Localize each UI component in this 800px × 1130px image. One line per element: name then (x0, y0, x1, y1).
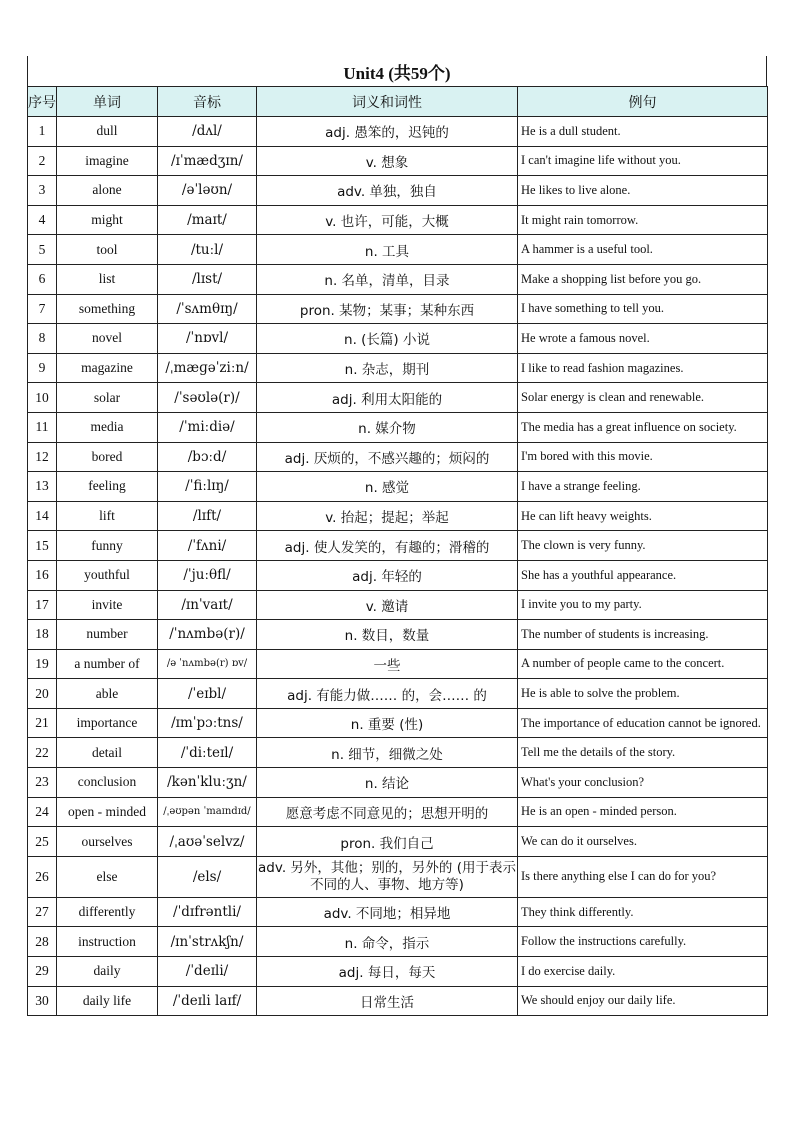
header-no: 序号 (28, 87, 57, 117)
example-cell: I invite you to my party. (518, 590, 768, 620)
meaning-cell: adj. 有能力做…… 的，会…… 的 (257, 679, 518, 709)
phonetic-cell: /ɪmˈpɔːtns/ (158, 708, 257, 738)
table-row (28, 264, 768, 294)
row-number: 25 (28, 827, 57, 857)
word-cell: conclusion (57, 768, 158, 798)
meaning-cell: adj. 厌烦的，不感兴趣的；烦闷的 (257, 442, 518, 472)
row-number: 19 (28, 649, 57, 679)
example-cell: I'm bored with this movie. (518, 442, 768, 472)
example-cell: The number of students is increasing. (518, 620, 768, 650)
word-cell: list (57, 264, 158, 294)
table-row (28, 827, 768, 857)
word-cell: dull (57, 117, 158, 147)
meaning-cell: n. 媒介物 (257, 412, 518, 442)
phonetic-cell: /ɪnˈvaɪt/ (158, 590, 257, 620)
table-row (28, 957, 768, 987)
row-number: 23 (28, 768, 57, 798)
phonetic-cell: /ˈmiːdiə/ (158, 412, 257, 442)
example-cell: She has a youthful appearance. (518, 560, 768, 590)
phonetic-cell: /ˌaʊəˈselvz/ (158, 827, 257, 857)
meaning-cell: v. 想象 (257, 146, 518, 176)
table-row (28, 235, 768, 265)
row-number: 17 (28, 590, 57, 620)
word-cell: daily (57, 957, 158, 987)
example-cell: They think differently. (518, 897, 768, 927)
word-cell: detail (57, 738, 158, 768)
word-cell: lift (57, 501, 158, 531)
example-cell: Tell me the details of the story. (518, 738, 768, 768)
example-cell: We can do it ourselves. (518, 827, 768, 857)
word-cell: alone (57, 176, 158, 206)
phonetic-cell: /əˈləʊn/ (158, 176, 257, 206)
word-cell: solar (57, 383, 158, 413)
example-cell: A hammer is a useful tool. (518, 235, 768, 265)
example-cell: I have a strange feeling. (518, 472, 768, 502)
word-cell: might (57, 205, 158, 235)
table-row (28, 560, 768, 590)
word-cell: imagine (57, 146, 158, 176)
example-text: The importance of education cannot be ignored. (521, 716, 761, 730)
example-cell: The media has a great influence on society. (518, 412, 768, 442)
table-row (28, 383, 768, 413)
phonetic-cell: /ˈfiːlɪŋ/ (158, 472, 257, 502)
meaning-cell: n. 结论 (257, 768, 518, 798)
phonetic-cell: /ˈdeɪli/ (158, 957, 257, 987)
table-row (28, 412, 768, 442)
example-cell: What's your conclusion? (518, 768, 768, 798)
table-row (28, 986, 768, 1016)
table-row (28, 117, 768, 147)
example-cell: He can lift heavy weights. (518, 501, 768, 531)
meaning-cell: 一些 (257, 649, 518, 679)
example-cell: A number of people came to the concert. (518, 649, 768, 679)
phonetic-cell: /ˈsʌmθɪŋ/ (158, 294, 257, 324)
phonetic-cell: /tuːl/ (158, 235, 257, 265)
phonetic-cell: /els/ (158, 856, 257, 897)
table-row (28, 472, 768, 502)
row-number: 20 (28, 679, 57, 709)
word-cell: funny (57, 531, 158, 561)
table-row (28, 353, 768, 383)
word-cell: ourselves (57, 827, 158, 857)
table-row (28, 324, 768, 354)
header-word: 单词 (57, 87, 158, 117)
word-cell: instruction (57, 927, 158, 957)
example-cell: He is an open - minded person. (518, 797, 768, 827)
meaning-cell: adv. 不同地；相异地 (257, 897, 518, 927)
example-cell: I have something to tell you. (518, 294, 768, 324)
row-number: 26 (28, 856, 57, 897)
phonetic-cell: /ˈnɒvl/ (158, 324, 257, 354)
word-cell: novel (57, 324, 158, 354)
example-cell (518, 708, 768, 738)
table-row (28, 590, 768, 620)
phonetic-cell: /ˌmæɡəˈziːn/ (158, 353, 257, 383)
row-number: 7 (28, 294, 57, 324)
meaning-cell: adj. 利用太阳能的 (257, 383, 518, 413)
phonetic-cell: /ˈnʌmbə(r)/ (158, 620, 257, 650)
header-row (28, 87, 768, 117)
row-number: 18 (28, 620, 57, 650)
word-cell: else (57, 856, 158, 897)
example-cell: I can't imagine life without you. (518, 146, 768, 176)
word-cell: a number of (57, 649, 158, 679)
meaning-cell: n. 杂志，期刊 (257, 353, 518, 383)
word-cell: number (57, 620, 158, 650)
phonetic-cell: /bɔːd/ (158, 442, 257, 472)
meaning-cell: adv. 另外，其他；别的，另外的 (用于表示不同的人、事物、地方等) (257, 856, 518, 897)
phonetic-cell: /ˈdiːteɪl/ (158, 738, 257, 768)
table-row (28, 738, 768, 768)
row-number: 10 (28, 383, 57, 413)
example-cell: Is there anything else I can do for you? (518, 856, 768, 897)
row-number: 2 (28, 146, 57, 176)
example-cell: Make a shopping list before you go. (518, 264, 768, 294)
row-number: 15 (28, 531, 57, 561)
example-cell: He is a dull student. (518, 117, 768, 147)
row-number: 28 (28, 927, 57, 957)
row-number: 1 (28, 117, 57, 147)
example-cell: The clown is very funny. (518, 531, 768, 561)
table-row (28, 649, 768, 679)
phonetic-cell: /ˌəʊpən ˈmaɪndɪd/ (158, 797, 257, 827)
meaning-cell: 愿意考虑不同意见的；思想开明的 (257, 797, 518, 827)
meaning-cell: pron. 我们自己 (257, 827, 518, 857)
meaning-cell: n. 名单，清单，目录 (257, 264, 518, 294)
row-number: 27 (28, 897, 57, 927)
phonetic-cell: /ɪnˈstrʌkʃn/ (158, 927, 257, 957)
meaning-cell: v. 抬起；提起；举起 (257, 501, 518, 531)
row-number: 21 (28, 708, 57, 738)
table-row (28, 797, 768, 827)
phonetic-cell: /ˈjuːθfl/ (158, 560, 257, 590)
table-row (28, 205, 768, 235)
word-cell: open - minded (57, 797, 158, 827)
table-row (28, 442, 768, 472)
phonetic-cell: /ɪˈmædʒɪn/ (158, 146, 257, 176)
table-row (28, 708, 768, 738)
row-number: 4 (28, 205, 57, 235)
meaning-cell: n. 细节，细微之处 (257, 738, 518, 768)
meaning-cell: n. (长篇) 小说 (257, 324, 518, 354)
row-number: 11 (28, 412, 57, 442)
row-number: 14 (28, 501, 57, 531)
row-number: 13 (28, 472, 57, 502)
table-row (28, 531, 768, 561)
phonetic-cell: /ˈfʌni/ (158, 531, 257, 561)
meaning-cell: v. 邀请 (257, 590, 518, 620)
table-row (28, 897, 768, 927)
phonetic-cell: /ˈdeɪli laɪf/ (158, 986, 257, 1016)
header-phonetic: 音标 (158, 87, 257, 117)
word-cell: bored (57, 442, 158, 472)
phonetic-cell: /lɪft/ (158, 501, 257, 531)
table-row (28, 927, 768, 957)
example-cell: Solar energy is clean and renewable. (518, 383, 768, 413)
meaning-cell: pron. 某物；某事；某种东西 (257, 294, 518, 324)
row-number: 29 (28, 957, 57, 987)
meaning-cell: n. 重要 (性) (257, 708, 518, 738)
row-number: 9 (28, 353, 57, 383)
example-cell: He is able to solve the problem. (518, 679, 768, 709)
word-cell: tool (57, 235, 158, 265)
word-cell: importance (57, 708, 158, 738)
meaning-cell: n. 数目，数量 (257, 620, 518, 650)
phonetic-cell: /ˈdɪfrəntli/ (158, 897, 257, 927)
word-cell: youthful (57, 560, 158, 590)
meaning-cell: n. 工具 (257, 235, 518, 265)
meaning-cell: n. 感觉 (257, 472, 518, 502)
phonetic-cell: /maɪt/ (158, 205, 257, 235)
table-row (28, 501, 768, 531)
word-cell: differently (57, 897, 158, 927)
meaning-cell: 日常生活 (257, 986, 518, 1016)
table-row (28, 146, 768, 176)
table-row (28, 294, 768, 324)
phonetic-cell: /kənˈkluːʒn/ (158, 768, 257, 798)
vocabulary-table (27, 86, 768, 1016)
meaning-cell: n. 命令，指示 (257, 927, 518, 957)
vocabulary-sheet (27, 56, 767, 1016)
row-number: 22 (28, 738, 57, 768)
row-number: 12 (28, 442, 57, 472)
word-cell: invite (57, 590, 158, 620)
phonetic-cell: /ə ˈnʌmbə(r) ɒv/ (158, 649, 257, 679)
row-number: 8 (28, 324, 57, 354)
word-cell: magazine (57, 353, 158, 383)
meaning-cell: adv. 单独，独自 (257, 176, 518, 206)
row-number: 24 (28, 797, 57, 827)
word-cell: something (57, 294, 158, 324)
phonetic-cell: /dʌl/ (158, 117, 257, 147)
header-example: 例句 (518, 87, 768, 117)
meaning-cell: adj. 愚笨的，迟钝的 (257, 117, 518, 147)
word-cell: feeling (57, 472, 158, 502)
header-meaning: 词义和词性 (257, 87, 518, 117)
example-cell: We should enjoy our daily life. (518, 986, 768, 1016)
meaning-cell: adj. 每日，每天 (257, 957, 518, 987)
row-number: 5 (28, 235, 57, 265)
example-cell: I do exercise daily. (518, 957, 768, 987)
row-number: 6 (28, 264, 57, 294)
table-row (28, 856, 768, 897)
meaning-cell: adj. 使人发笑的，有趣的；滑稽的 (257, 531, 518, 561)
example-cell: He wrote a famous novel. (518, 324, 768, 354)
word-cell: media (57, 412, 158, 442)
example-cell: He likes to live alone. (518, 176, 768, 206)
table-row (28, 679, 768, 709)
table-row (28, 176, 768, 206)
word-cell: daily life (57, 986, 158, 1016)
row-number: 30 (28, 986, 57, 1016)
meaning-cell: v. 也许，可能，大概 (257, 205, 518, 235)
word-cell: able (57, 679, 158, 709)
example-cell: Follow the instructions carefully. (518, 927, 768, 957)
table-row (28, 768, 768, 798)
example-cell: I like to read fashion magazines. (518, 353, 768, 383)
row-number: 3 (28, 176, 57, 206)
table-row (28, 620, 768, 650)
phonetic-cell: /lɪst/ (158, 264, 257, 294)
row-number: 16 (28, 560, 57, 590)
sheet-title: Unit4 (共59个) (27, 56, 767, 86)
example-cell: It might rain tomorrow. (518, 205, 768, 235)
meaning-cell: adj. 年轻的 (257, 560, 518, 590)
phonetic-cell: /ˈeɪbl/ (158, 679, 257, 709)
phonetic-cell: /ˈsəʊlə(r)/ (158, 383, 257, 413)
